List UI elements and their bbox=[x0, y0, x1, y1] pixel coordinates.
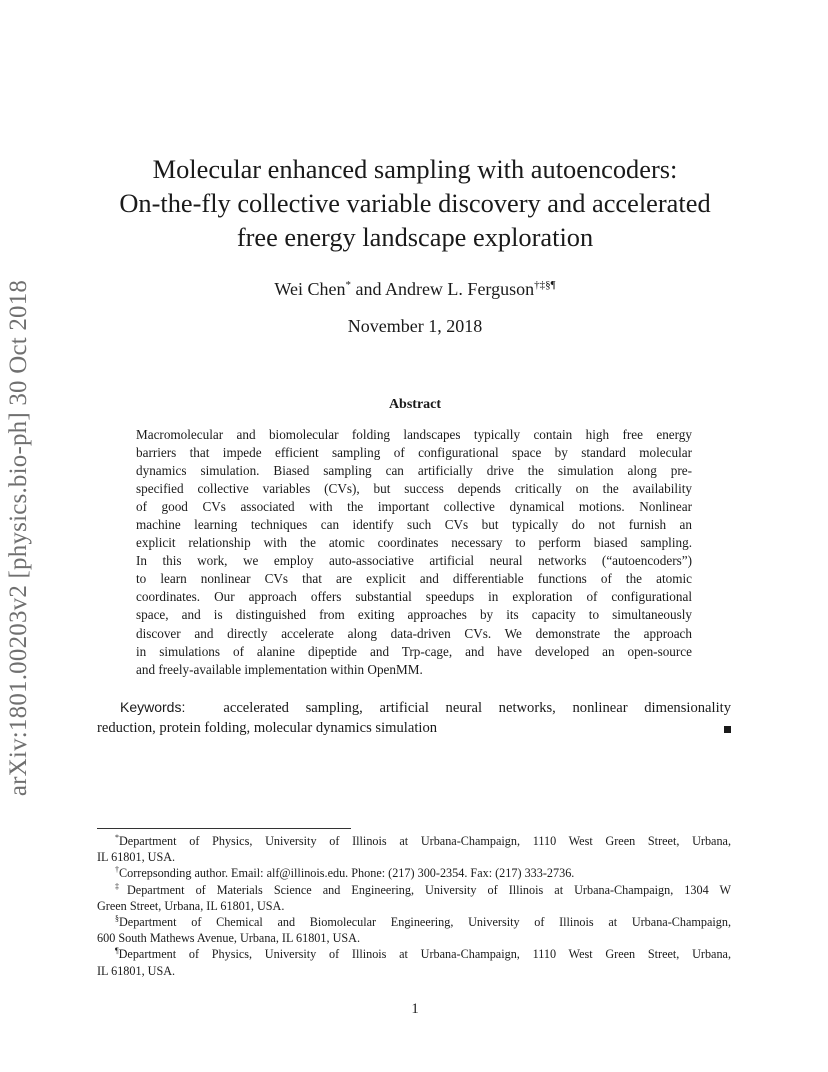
footnote-mark: ¶ bbox=[115, 946, 119, 956]
abstract-line: machine learning techniques can identify such CVs but typically do not furnish an bbox=[136, 517, 692, 533]
footnote-text: Correpsonding author. Email: alf@illinois.edu. Phone: (217) 300-2354. Fax: (217) 333-2736. bbox=[119, 866, 575, 881]
title-line: On-the-fly collective variable discovery and accelerated bbox=[119, 188, 711, 218]
footnote-line bbox=[97, 865, 731, 881]
keywords-text: reduction, protein folding, molecular dynamics simulation bbox=[97, 720, 438, 736]
footnote-line: IL 61801, USA. bbox=[97, 963, 176, 978]
abstract-heading: Abstract bbox=[388, 397, 442, 412]
footnote-affiliation-1 bbox=[97, 833, 731, 865]
abstract-line: space, and is distinguished from exiting approaches by its capacity to simultaneously bbox=[136, 607, 692, 623]
footnote-line bbox=[97, 882, 731, 898]
footnote-line bbox=[97, 914, 731, 930]
title-line: free energy landscape exploration bbox=[236, 222, 594, 252]
footnote-mark: † bbox=[115, 865, 119, 875]
abstract-line: in simulations of alanine dipeptide and Trp-cage, and have developed an open-source bbox=[136, 643, 692, 659]
keywords-block bbox=[97, 697, 731, 738]
footnote-affiliation-4 bbox=[97, 946, 731, 978]
footnote-text: Department of Materials Science and Engineering, University of Illinois at Urbana-Champaign, 1304 W bbox=[127, 882, 732, 897]
arxiv-identifier-stamp: arXiv:1801.00203v2 [physics.bio-ph] 30 Oct 2018 bbox=[5, 279, 32, 797]
footnote-corresponding-author bbox=[97, 865, 731, 881]
author-connector: and bbox=[350, 279, 385, 299]
paper-title bbox=[90, 152, 740, 254]
footnote-line: IL 61801, USA. bbox=[97, 850, 176, 865]
footnote-line: Green Street, Urbana, IL 61801, USA. bbox=[97, 898, 285, 913]
abstract-line: and freely-available implementation within OpenMM. bbox=[136, 661, 423, 677]
footnote-mark: § bbox=[115, 914, 119, 924]
footnote-line bbox=[97, 833, 731, 849]
footnote-text: Department of Physics, University of Illinois at Urbana-Champaign, 1110 West Green Street, Urbana, bbox=[118, 947, 731, 962]
keywords-line bbox=[97, 697, 731, 718]
author-list bbox=[90, 279, 740, 300]
abstract-line: to learn nonlinear CVs that are explicit and differentiable functions of the atomic bbox=[136, 571, 692, 587]
abstract-line: specified collective variables (CVs), but success depends critically on the availability bbox=[136, 481, 692, 497]
keywords-text: accelerated sampling, artificial neural networks, nonlinear dimensionality bbox=[223, 700, 731, 716]
footnote-text: Department of Physics, University of Illinois at Urbana-Champaign, 1110 West Green Street, Urbana, bbox=[119, 834, 731, 848]
footnote-line bbox=[97, 946, 731, 962]
footnote-mark: ‡ bbox=[115, 881, 127, 891]
title-line: Molecular enhanced sampling with autoencoders: bbox=[152, 154, 678, 184]
footnote-affiliation-2 bbox=[97, 882, 731, 914]
footnote-divider bbox=[97, 828, 351, 829]
abstract-line: of good CVs associated with the important collective dynamical motions. Nonlinear bbox=[136, 499, 692, 515]
keywords-line bbox=[97, 718, 731, 738]
abstract-line: coordinates. Our approach offers substantial speedups in exploration of configurational bbox=[136, 589, 692, 605]
abstract-body bbox=[136, 426, 692, 679]
abstract-line: dynamics simulation. Biased sampling can artificially drive the simulation along pre- bbox=[136, 463, 692, 479]
abstract-line: Macromolecular and biomolecular folding landscapes typically contain high free energy bbox=[136, 427, 692, 442]
footnotes bbox=[97, 833, 731, 979]
page-number: 1 bbox=[411, 1001, 419, 1017]
keywords-label: Keywords: bbox=[120, 699, 186, 715]
footnote-text: Department of Chemical and Biomolecular Engineering, University of Illinois at Urbana-Champaign, bbox=[119, 915, 731, 930]
footnote-affiliation-3 bbox=[97, 914, 731, 946]
author-affiliation-mark: * bbox=[345, 279, 351, 291]
abstract-line: discover and directly accelerate along data-driven CVs. We demonstrate the approach bbox=[136, 625, 692, 641]
author-affiliation-mark: †‡§¶ bbox=[534, 279, 556, 291]
abstract-line: barriers that impede efficient sampling of configurational space by standard molecular bbox=[136, 445, 692, 461]
abstract-line: explicit relationship with the atomic coordinates necessary to perform biased sampling. bbox=[136, 535, 692, 551]
end-of-abstract-square-icon bbox=[724, 726, 731, 733]
author-name: Wei Chen bbox=[274, 279, 346, 299]
footnote-line: 600 South Mathews Avenue, Urbana, IL 61801, USA. bbox=[97, 931, 361, 946]
footnote-mark: * bbox=[115, 833, 119, 842]
publication-date: November 1, 2018 bbox=[347, 316, 483, 336]
abstract-line: In this work, we employ auto-associative artificial neural networks (“autoencoders”) bbox=[136, 553, 692, 569]
author-name: Andrew L. Ferguson bbox=[384, 279, 535, 299]
